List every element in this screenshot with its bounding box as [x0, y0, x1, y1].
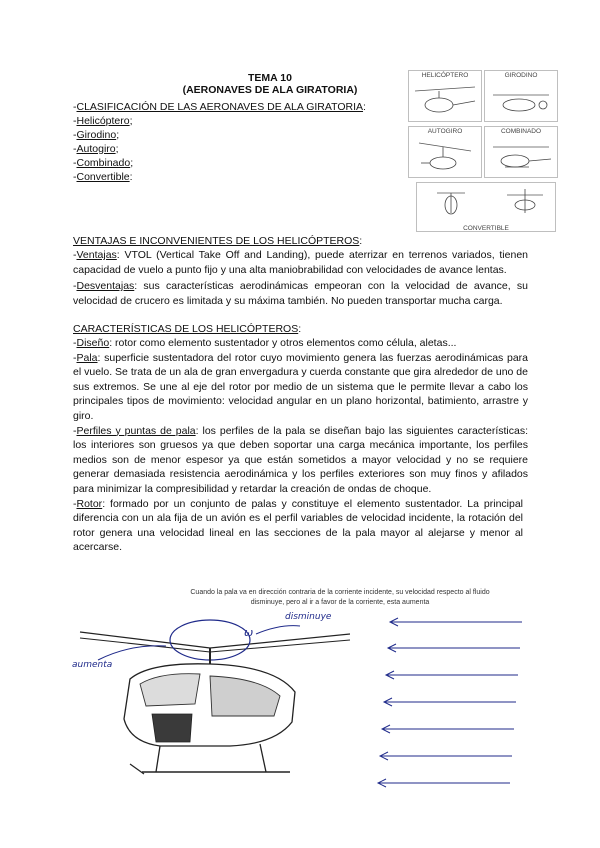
autogiro-sketch: [408, 126, 482, 178]
aumenta-arrow: [98, 646, 166, 660]
heading-dash: -: [73, 101, 77, 113]
desventajas-paragraph: -Desventajas: sus características aerodinámicas empeoran con la velocidad de avance, su velocidad de crucero es limitada y su máxima también. No pueden transportar mucha carga.: [73, 280, 528, 307]
title-line-2: (AERONAVES DE ALA GIRATORIA): [182, 84, 358, 96]
omega-annotation: ω: [244, 626, 254, 639]
heading-colon: :: [298, 323, 302, 335]
classification-item-combinado: -Combinado;: [73, 157, 134, 169]
heading-colon: :: [359, 235, 363, 247]
item-suffix: ;: [116, 129, 120, 141]
ventajas-text: : VTOL (Vertical Take Off and Landing), puede aterrizar en terrenos variados, tienen capacidad de vuelo a punto fijo y una alta maniobrabilidad con velocidades de avance lentas.: [73, 249, 528, 276]
autogiro-drawing: [409, 137, 481, 177]
pala-label: Pala: [76, 351, 98, 364]
characteristics-section: [73, 322, 528, 555]
girodino-sketch: [484, 70, 558, 122]
helicopter-rotor-illustration: [60, 604, 360, 794]
item-label: Convertible: [76, 171, 130, 183]
classification-heading-text: CLASIFICACIÓN DE LAS AERONAVES DE ALA GIRATORIA: [76, 101, 364, 113]
rotorcraft-types-figure: [408, 70, 558, 232]
helicopter-drawing: [409, 81, 481, 121]
perfiles-text: : los perfiles de la pala se diseñan bajo las siguientes características: los interiores son gruesos ya que deben soportar una carga mecánica importante, los perfiles medios son de menor espesor ya que están sometidos a mayor velocidad y no se requiere generar demasiada resistencia aerodinámica y los perfiles exteriores son muy finos y afilados para minimizar la compresibilidad y retardar la creación de ondas de choque.: [73, 424, 528, 495]
caption-convertible: CONVERTIBLE: [463, 225, 509, 232]
diseno-text: : rotor como elemento sustentador y otros elementos como célula, aletas...: [109, 337, 457, 349]
classification-item-helicoptero: -Helicóptero;: [73, 115, 133, 127]
item-suffix: ;: [115, 143, 119, 155]
diseno-label: Diseño: [76, 337, 110, 349]
incident-airflow-arrows: [368, 612, 530, 792]
caption-girodino: GIRODINO: [504, 72, 538, 79]
item-suffix: ;: [130, 157, 134, 169]
title-line-1: TEMA 10: [248, 72, 292, 84]
heading-colon: :: [363, 101, 366, 113]
ventajas-label: Ventajas: [76, 249, 117, 261]
advantages-section: [73, 234, 528, 308]
classification-heading: [73, 100, 403, 114]
airflow-arrow-7: [378, 779, 510, 787]
helicoptero-sketch: [408, 70, 482, 122]
advantages-heading: [73, 234, 528, 248]
combinado-drawing: [485, 137, 557, 177]
item-label: Autogiro: [76, 143, 116, 155]
desventajas-text: : sus características aerodinámicas empeoran con la velocidad de avance, su velocidad de crucero es limitada y su máxima también. No pueden transportar mucha carga.: [73, 280, 528, 307]
disminuye-annotation: disminuye: [285, 612, 332, 622]
item-suffix: ;: [129, 115, 133, 127]
caption-helicoptero: HELICÓPTERO: [421, 72, 469, 79]
girodino-drawing: [485, 81, 557, 121]
caption-line-1: Cuando la pala va en dirección contraria de la corriente incidente, su velocidad respecto al fluido: [190, 589, 490, 596]
item-label: Helicóptero: [76, 115, 130, 127]
item-label: Girodino: [76, 129, 117, 141]
pala-paragraph: -Pala: superficie sustentadora del rotor cuyo movimiento genera las fuerzas aerodinámicas para el vuelo. Se trata de un ala de gran envergadura y cuerda constante que gira alrededor de uno de sus extremos. Se une al eje del rotor por medio de un sistema que le permite llevar a cabo los principales tipos de movimiento: velocidad angular en un plano horizontal, batimiento, arrastre y giro.: [73, 351, 528, 422]
disminuye-arrow: [256, 626, 300, 634]
page-title: [130, 72, 410, 96]
classification-item-autogiro: -Autogiro;: [73, 143, 119, 155]
convertible-sketch: [416, 182, 556, 232]
perfiles-paragraph: -Perfiles y puntas de pala: los perfiles de la pala se diseñan bajo las siguientes características: los interiores son gruesos ya que deben soportar una carga mecánica importante, los perfiles medios son de menor espesor ya que están sometidos a mayor velocidad y no se requiere generar demasiada resistencia aerodinámica y los perfiles exteriores son muy finos y afilados para minimizar la compresibilidad y retardar la creación de ondas de choque.: [73, 424, 528, 495]
perfiles-label: Perfiles y puntas de pala: [76, 424, 196, 437]
item-label: Combinado: [76, 157, 131, 169]
caption-line-2: disminuye, pero al ir a favor de la corriente, esta aumenta: [250, 599, 430, 606]
airflow-arrow-5: [382, 725, 514, 733]
rotor-blade-line: [80, 632, 350, 648]
airflow-arrow-3: [386, 671, 518, 679]
convertible-drawing: [417, 183, 555, 219]
airflow-arrow-4: [384, 698, 516, 706]
airflow-arrow-2: [388, 644, 520, 652]
characteristics-heading: [73, 322, 528, 336]
diseno-paragraph: -Diseño: rotor como elemento sustentador y otros elementos como célula, aletas...: [73, 337, 457, 349]
airflow-arrow-1: [390, 618, 522, 626]
rotor-blade-line-lower: [80, 638, 350, 652]
classification-item-girodino: -Girodino;: [73, 129, 120, 141]
classification-item-convertible: -Convertible:: [73, 171, 133, 183]
caption-combinado: COMBINADO: [500, 128, 542, 135]
item-suffix: :: [129, 171, 133, 183]
combinado-sketch: [484, 126, 558, 178]
caption-autogiro: AUTOGIRO: [427, 128, 463, 135]
pala-text: : superficie sustentadora del rotor cuyo movimiento genera las fuerzas aerodinámicas para el vuelo. Se trata de un ala de gran envergadura y cuerda constante que gira alrededor de uno de sus extremos. Se une al eje del rotor por medio de un sistema que le permite llevar a cabo los principales tipos de movimiento: velocidad angular en un plano horizontal, batimiento, arrastre y giro.: [73, 351, 528, 422]
rotor-paragraph: -Rotor: formado por un conjunto de palas y constituye el elemento sustentador. La principal diferencia con un ala fija de un avión es el perfil variables de velocidad incidente, la rotación del rotor genera una velocidad lineal en las secciones de la pala mayor al alejarse y menor al acercarse.: [73, 497, 523, 554]
characteristics-heading-text: CARACTERÍSTICAS DE LOS HELICÓPTEROS: [73, 323, 299, 335]
airflow-arrow-6: [380, 752, 512, 760]
ventajas-paragraph: -Ventajas: VTOL (Vertical Take Off and Landing), puede aterrizar en terrenos variados, tienen capacidad de vuelo a punto fijo y una alta maniobrabilidad con velocidades de avance lentas.: [73, 249, 528, 276]
rotor-text: : formado por un conjunto de palas y constituye el elemento sustentador. La principal diferencia con un ala fija de un avión es el perfil variables de velocidad incidente, la rotación del rotor genera una velocidad lineal en las secciones de la pala mayor al alejarse y menor al acercarse.: [73, 497, 523, 554]
nose-panel: [152, 714, 192, 742]
aumenta-annotation: aumenta: [72, 660, 113, 670]
desventajas-label: Desventajas: [76, 280, 135, 293]
classification-section: [73, 100, 403, 184]
rotor-label: Rotor: [76, 497, 103, 510]
advantages-heading-text: VENTAJAS E INCONVENIENTES DE LOS HELICÓPTEROS: [73, 235, 360, 247]
